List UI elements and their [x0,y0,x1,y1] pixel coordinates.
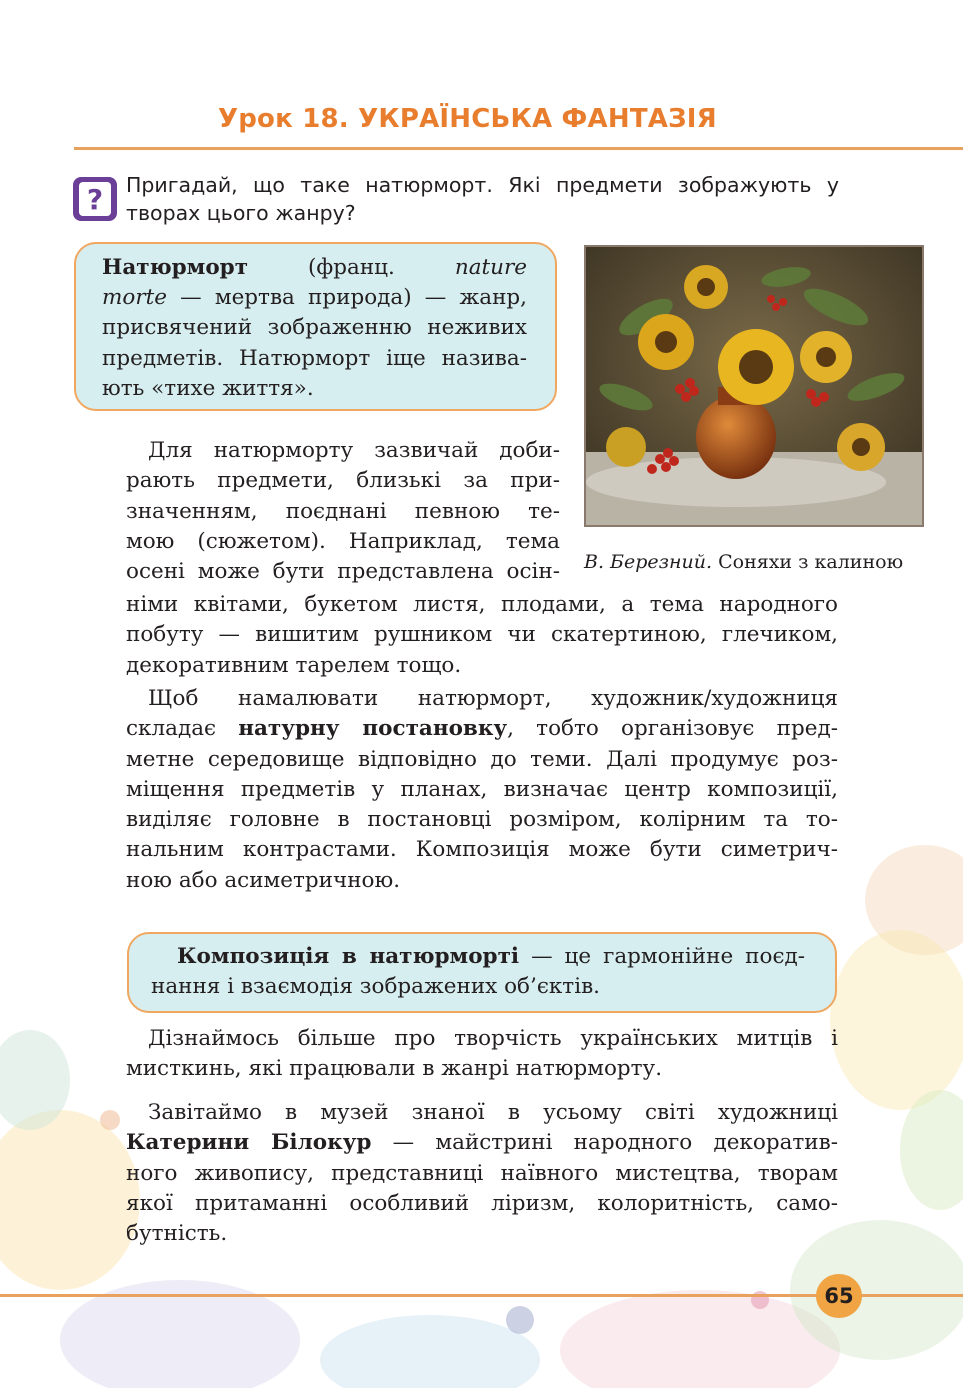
paragraph-line: метне середовище відповідно до теми. Далі продумує роз- [126,746,838,772]
definition-term: Композиція в натюрморті [177,944,520,969]
paragraph-line: мисткинь, які працювали в жанрі натюрморту. [126,1056,663,1082]
paragraph-line: значенням, поєднані певною те- [126,498,560,524]
paragraph-still-life-objects [126,436,560,587]
caption-title: Соняхи з калиною [712,551,904,573]
definition-line: ють «тихе життя». [102,375,314,401]
question-icon [72,176,118,222]
paragraph-line: осені може бути представлена осін- [126,559,560,585]
painting-sunflowers-with-viburnum [584,245,924,527]
paragraph-line [126,1128,838,1158]
paragraph-line: рають предмети, близькі за при- [126,468,560,494]
definition-line [102,283,527,313]
paragraph-text: , тобто організовує пред- [507,716,838,742]
definition-term: Натюрморт [102,255,249,280]
painting-caption [584,551,924,573]
definition-line: предметів. Натюрморт іще назива- [102,345,527,371]
lesson-title: Урок 18. УКРАЇНСЬКА ФАНТАЗІЯ [218,104,717,134]
paragraph-line: ного живопису, представниці наївного мистецтва, творам [126,1160,838,1186]
caption-author: В. Березний. [584,551,713,573]
question-line: творах цього жанру? [126,201,356,225]
paragraph-line: Дізнаймось більше про творчість українських митців і [148,1026,838,1051]
page-number: 65 [816,1274,862,1318]
paragraph-line: декоративним тарелем тощо. [126,652,462,678]
paragraph-line: Завітаймо в музей знаної в усьому світі художниці [148,1100,838,1125]
paragraph-line: мою (сюжетом). Наприклад, тема [126,528,560,554]
top-rule [74,147,963,150]
term-natural-setting: натурну постановку [238,716,508,742]
paragraph-line: побуту — вишитим рушником чи скатертиною, глечиком, [126,622,838,648]
paragraph-composition-setup [126,684,838,896]
paragraph-line: виділяє головне в постановці розміром, колірним та то- [126,807,838,833]
paragraph-text: складає [126,716,239,742]
paragraph-text: — майстрині народного декоратив- [371,1130,838,1156]
definition-line: нання і взаємодія зображених об’єктів. [151,974,601,999]
paragraph-line: ною або асиметричною. [126,867,401,893]
painting-illustration [586,247,922,525]
definition-line: присвячений зображенню неживих [102,315,527,341]
definition-italic: morte [102,285,167,311]
definition-text: — це гармонійне поєд- [519,944,805,969]
paragraph-line: бутність. [126,1221,228,1247]
paragraph-line: німи квітами, букетом листя, плодами, а тема народного [126,592,838,617]
definition-line [177,942,805,972]
definition-line [102,253,527,283]
definition-text: — мертва природа) — жанр, [166,285,527,311]
paragraph-line: Щоб намалювати натюрморт, художник/художниця [148,686,838,711]
paragraph-learn-more [126,1024,838,1085]
svg-text:?: ? [86,183,104,216]
question-text [126,171,839,227]
definition-box-still-life [74,242,557,411]
paragraph-line: якої притаманні особливий ліризм, колоритність, само- [126,1190,838,1216]
paragraph-line: нальним контрастами. Композиція може бути симетрич- [126,837,838,863]
paragraph-line: міщення предметів у планах, визначає центр композиції, [126,776,838,802]
question-line: Пригадай, що таке натюрморт. Які предмети зображують у [126,173,839,197]
artist-name: Катерини Білокур [126,1130,372,1156]
paragraph-line [126,714,838,744]
definition-text: (франц. [248,255,455,280]
definition-italic: nature [454,255,527,280]
paragraph-line: Для натюрморту зазвичай доби- [148,438,560,463]
paragraph-bilokur [126,1098,838,1249]
paragraph-still-life-objects-cont [126,590,838,681]
definition-box-composition [127,932,837,1013]
